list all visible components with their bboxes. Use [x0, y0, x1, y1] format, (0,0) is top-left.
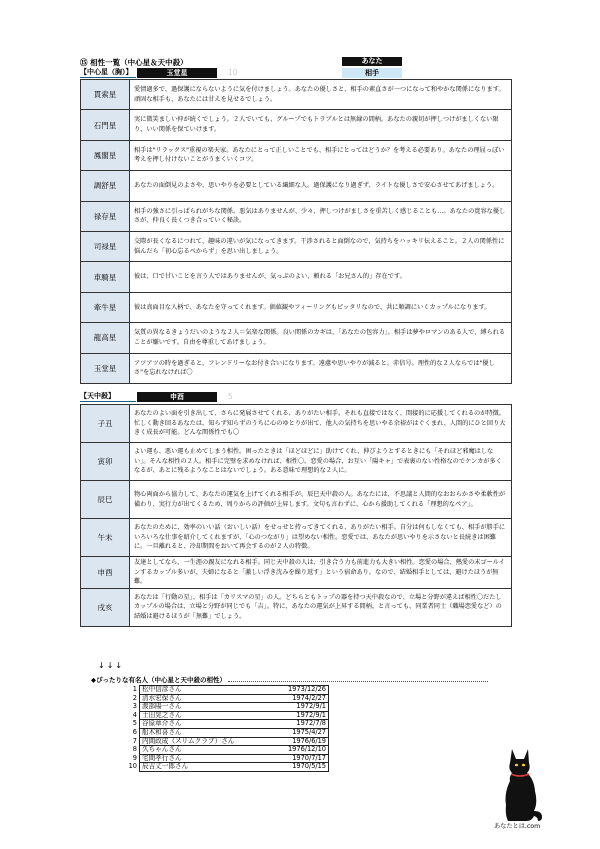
famous-no: 10: [128, 762, 137, 771]
tenchusatsu-number: 5: [228, 392, 233, 401]
section-title: ⑮ 相性一覧（中心星＆天中殺）: [80, 58, 188, 67]
row-label: 牽牛星: [81, 292, 130, 322]
row-label: 車騎星: [81, 262, 130, 292]
tenchusatsu-label: 【天中殺】: [80, 392, 136, 402]
row-text: 相手は"リラックス"重視の楽天家。あなたにとって正しいことでも、相手にとってはどうか？を考える必要あり。あなたの理屈っぽい考えを押し付けないことがうまくいくコツ。: [130, 140, 512, 170]
table-row: [126, 728, 329, 737]
star-compat-table: [80, 79, 512, 384]
center-star-number: 10: [228, 68, 238, 77]
famous-name: 土田晃之さん: [140, 711, 265, 720]
row-label: 申酉: [81, 557, 130, 589]
famous-date: 1974/2/27: [264, 694, 329, 703]
famous-name: 辰吉丈一郎さん: [140, 763, 265, 772]
famous-date: 1972/7/8: [264, 720, 329, 729]
row-label: 子丑: [81, 405, 130, 443]
table-row: [81, 588, 512, 626]
row-text: よい運も、悪い運も止めてしまう相性。困ったときは「ほどほどに」助けてくれ、伸びようとするときにも「それほど邪魔はしない」。そんな相性の２人。相手に完璧を求めなければ、相性〇。恋愛の場合、お互い「陽キャ」で表裏のない性格なのでケンカが多くなるが、あとに残るようなことはないでしょう。ある意味で理想的な２人に。: [130, 443, 512, 481]
row-text: 相手の強さに引っぱられがちな関係。悪気はありませんが、少々、押しつけがましさを重苦しく感じることも…。あなたの寛容な優しさが、仲良く長くつき合っていく秘訣。: [130, 201, 512, 231]
row-text: 気質の異なるきょうだいのような２人＝気楽な関係。良い関係のカギは、「あなたの包容力」。相手は夢やロマンのある人で、縛られることが嫌いです。自由を尊重してあげましょう。: [130, 323, 512, 353]
site-name: あなたとは.com: [494, 823, 541, 830]
famous-name: 船木和喜さん: [140, 728, 265, 737]
row-label: 鳳閣星: [81, 140, 130, 170]
row-label: 戌亥: [81, 588, 130, 626]
row-text: 彼は、口で甘いことを言う人ではありませんが、気っぷのよい、頼れる「お兄さん的」存在です。: [130, 262, 512, 292]
row-label: 龍高星: [81, 323, 130, 353]
famous-name: 清水宏保さん: [140, 694, 265, 703]
row-text: 愛情過多で、過保護にならないように気を付けましょう。あなたの優しさと、相手の素直さが一つになって和やかな関係になります。頑固な相手も、あなたには甘えを見せるでしょう。: [130, 80, 512, 110]
table-row: [81, 443, 512, 481]
row-text: 友達としてなら、一生涯の親友になれる相手。同じ天中殺の人は、引き合う力も前進力も大きい相性。恋愛の場合、熱愛の末ゴールインするカップル多いが、夫婦になると「激しい浮き沈みを繰り返す」という宿命あり。なので、結婚相手としては、避けたほうが無難。: [130, 557, 512, 589]
famous-name: 内間政成（スリムクラブ）さん: [140, 737, 265, 746]
table-row: [81, 262, 512, 292]
row-text: あなたのために、効率のいい話（おいしい話）をせっせと持ってきてくれる、ありがたい相手。自分は何もしなくても、相手が勝手にいろいろな仕事を紹介してくれますが、「心のつながり」は望めない相性。恋愛では、あなたが思いやりを示さないと長続きは困難に。一旦離れると、冷却期間をおいて再会するのが２人の特徴。: [130, 519, 512, 557]
table-row: [126, 746, 329, 755]
black-cat-illustration: [498, 745, 544, 823]
row-text: あなたのよい面を引き出して、さらに発展させてくれる、ありがたい相手。それも直接ではなく、間接的に応援してくれるのが特徴。忙しく動き回るあなたは、知らず知らずのうちに心のゆとりが出て、他人の気持ちを思いやる余裕がはぐくまれ、人間的にひと回り大きく成長が可能。どんな関係性でも〇: [130, 405, 512, 443]
table-row: [126, 763, 329, 772]
row-label: 午未: [81, 519, 130, 557]
table-row: [126, 703, 329, 712]
row-label: 辰巳: [81, 481, 130, 519]
down-arrows: ↓↓↓: [98, 661, 125, 670]
row-text: 彼は真面目な人柄で、あなたを守ってくれます。価値観やフィーリングもピッタリなので、共に順調にいくカップルになります。: [130, 292, 512, 322]
anata-label: あなた: [342, 57, 402, 66]
center-star-row: [80, 68, 520, 79]
row-text: あなたは「行動の星」、相手は「カリスマの星」の人。どちらともトップの器を持つ天中殺なので、立場と分野が違えば相性〇だたしカップルの場合は、立場と分野が同じでも「吉」。特に、あなたの運気が上昇する間柄。と言っても、同業者同士（職場恋愛など）の結婚は避けるほうが「無難」でしょう。: [130, 588, 512, 626]
row-label: 玉堂星: [81, 353, 130, 383]
famous-date: 1975/4/27: [264, 728, 329, 737]
famous-name: 宅間孝行さん: [140, 754, 265, 763]
row-label: 司禄星: [81, 231, 130, 261]
row-text: 実に微笑ましい仲が続くでしょう。２人でいても、グループでもトラブルとは無縁の間柄。あなたの親切が押しつけがましくない限り、いい関係を保ていけます。: [130, 110, 512, 140]
famous-no: 1: [132, 685, 137, 693]
famous-date: 1972/9/1: [264, 703, 329, 712]
famous-no: 7: [132, 736, 137, 745]
aite-label: 相手: [342, 68, 402, 78]
famous-no: 6: [132, 727, 137, 736]
dotted-rule: [228, 676, 488, 682]
row-label: 石門星: [81, 110, 130, 140]
table-row: [81, 557, 512, 589]
famous-no: 4: [132, 710, 137, 719]
famous-name: 松中信彦さん: [140, 686, 265, 695]
table-row: [126, 686, 329, 695]
table-row: [81, 481, 512, 519]
table-row: [81, 292, 512, 322]
famous-date: 1972/9/1: [264, 711, 329, 720]
famous-name: 久ちゃんさん: [140, 746, 265, 755]
row-label: 調舒星: [81, 171, 130, 201]
table-row: [81, 201, 512, 231]
table-row: [81, 519, 512, 557]
famous-no: 2: [132, 693, 137, 702]
center-star-label: 【中心星（胸）】: [80, 68, 136, 78]
row-text: 交際が長くなるにつれて、趣味の違いが気になってきます。干渉されると面倒なので、気持ちをハッキリ伝えること。２人の関係性に悩んだら「初心忘るべからず」を思い出しましょう。: [130, 231, 512, 261]
tenchusatsu-value: 申酉: [137, 392, 217, 402]
table-row: [81, 80, 512, 110]
table-row: [81, 110, 512, 140]
tenchusatsu-compat-table: [80, 404, 512, 627]
center-star-value: 玉堂星: [137, 68, 217, 78]
famous-no: 3: [132, 702, 137, 711]
famous-no: 8: [132, 745, 137, 754]
table-row: [81, 353, 512, 383]
famous-table: [126, 685, 329, 772]
famous-title-text: ◆ぴったりな有名人（中心星と天中殺の相性）: [91, 676, 226, 684]
famous-name: 谷原章介さん: [140, 720, 265, 729]
row-text: あなたの面倒見のよさや、思いやりを必要としている繊細な人。過保護になり過ぎず、ライトな優しさで安心させてあげましょう。: [130, 171, 512, 201]
table-row: [81, 140, 512, 170]
famous-title: [91, 675, 501, 684]
famous-date: 1976/12/10: [264, 746, 329, 755]
row-label: 禄存星: [81, 201, 130, 231]
table-row: [81, 405, 512, 443]
famous-no: 9: [132, 753, 137, 762]
famous-date: 1973/12/26: [264, 686, 329, 695]
famous-date: 1970/7/17: [264, 754, 329, 763]
row-text: アツアツの時を過ぎると、フレンドリーなお付き合いになります。遠慮や思いやりが減ると、赤信号。理性的な２人ならでは"優しさ"を忘れなければ〇: [130, 353, 512, 383]
table-row: [81, 231, 512, 261]
row-label: 貫索星: [81, 80, 130, 110]
row-text: 物心両面から協力して、あなたの運気を上げてくれる相手が、辰巳天中殺の人。あなたには、不思議と人間的なおおらかさや柔軟性が備わり、実行力が出てくるため、周りからの評価が上昇します。文句も言わずに、心から援助してくれる「理想的なペア」。: [130, 481, 512, 519]
tenchusatsu-header: [80, 392, 520, 404]
famous-no: 5: [132, 719, 137, 728]
table-row: [81, 323, 512, 353]
row-label: 寅卯: [81, 443, 130, 481]
famous-date: 1970/5/15: [264, 763, 329, 772]
famous-name: 渡部陽一さん: [140, 703, 265, 712]
famous-date: 1976/6/19: [264, 737, 329, 746]
table-row: [81, 171, 512, 201]
